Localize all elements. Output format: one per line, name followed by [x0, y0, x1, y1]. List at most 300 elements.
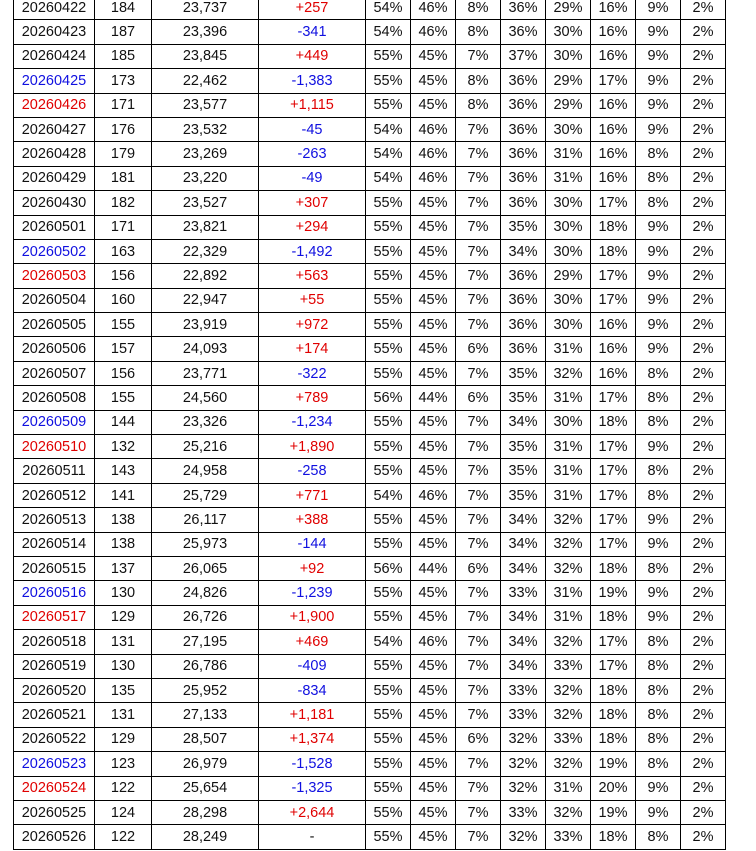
percent-cell-2: 44%	[411, 386, 456, 410]
change-cell: -1,234	[259, 410, 366, 434]
percent-cell-3: 7%	[456, 776, 501, 800]
percent-cell-5: 30%	[546, 288, 591, 312]
percent-cell-3: 6%	[456, 727, 501, 751]
percent-cell-8: 2%	[681, 191, 726, 215]
table-row	[14, 117, 726, 141]
percent-cell-5: 30%	[546, 313, 591, 337]
change-cell: -322	[259, 361, 366, 385]
date-cell: 20260502	[14, 239, 95, 263]
rank-cell: 185	[95, 44, 152, 68]
date-cell: 20260524	[14, 776, 95, 800]
table-row	[14, 239, 726, 263]
table-row	[14, 337, 726, 361]
rank-cell: 122	[95, 825, 152, 849]
date-cell: 20260513	[14, 508, 95, 532]
total-cell: 26,786	[152, 654, 259, 678]
percent-cell-3: 7%	[456, 313, 501, 337]
percent-cell-7: 8%	[636, 483, 681, 507]
rank-cell: 173	[95, 69, 152, 93]
percent-cell-3: 7%	[456, 215, 501, 239]
change-cell: -1,528	[259, 752, 366, 776]
percent-cell-8: 2%	[681, 410, 726, 434]
total-cell: 25,729	[152, 483, 259, 507]
percent-cell-6: 18%	[591, 825, 636, 849]
percent-cell-4: 34%	[501, 410, 546, 434]
percent-cell-5: 29%	[546, 69, 591, 93]
table-row	[14, 556, 726, 580]
date-cell: 20260424	[14, 44, 95, 68]
date-cell: 20260526	[14, 825, 95, 849]
rank-cell: 171	[95, 215, 152, 239]
percent-cell-5: 31%	[546, 435, 591, 459]
percent-cell-3: 7%	[456, 264, 501, 288]
change-cell: +257	[259, 0, 366, 20]
rank-cell: 123	[95, 752, 152, 776]
percent-cell-8: 2%	[681, 264, 726, 288]
percent-cell-3: 7%	[456, 166, 501, 190]
rank-cell: 135	[95, 678, 152, 702]
change-cell: +1,115	[259, 93, 366, 117]
table-row	[14, 20, 726, 44]
percent-cell-3: 7%	[456, 605, 501, 629]
table-row	[14, 313, 726, 337]
percent-cell-4: 36%	[501, 93, 546, 117]
percent-cell-4: 36%	[501, 166, 546, 190]
percent-cell-8: 2%	[681, 483, 726, 507]
total-cell: 28,298	[152, 800, 259, 824]
percent-cell-4: 36%	[501, 313, 546, 337]
table-row	[14, 361, 726, 385]
rank-cell: 138	[95, 508, 152, 532]
total-cell: 25,654	[152, 776, 259, 800]
rank-cell: 156	[95, 361, 152, 385]
total-cell: 25,952	[152, 678, 259, 702]
percent-cell-3: 7%	[456, 800, 501, 824]
percent-cell-5: 31%	[546, 386, 591, 410]
percent-cell-7: 9%	[636, 532, 681, 556]
date-cell: 20260503	[14, 264, 95, 288]
percent-cell-2: 45%	[411, 313, 456, 337]
percent-cell-1: 54%	[366, 142, 411, 166]
percent-cell-1: 54%	[366, 630, 411, 654]
percent-cell-4: 34%	[501, 605, 546, 629]
date-cell: 20260428	[14, 142, 95, 166]
percent-cell-7: 9%	[636, 264, 681, 288]
percent-cell-5: 32%	[546, 800, 591, 824]
date-cell: 20260515	[14, 556, 95, 580]
percent-cell-6: 18%	[591, 556, 636, 580]
percent-cell-7: 9%	[636, 288, 681, 312]
percent-cell-3: 7%	[456, 410, 501, 434]
percent-cell-1: 55%	[366, 532, 411, 556]
table-row	[14, 703, 726, 727]
table-row	[14, 776, 726, 800]
percent-cell-2: 45%	[411, 435, 456, 459]
percent-cell-6: 16%	[591, 20, 636, 44]
percent-cell-3: 7%	[456, 825, 501, 849]
percent-cell-1: 55%	[366, 508, 411, 532]
date-cell: 20260510	[14, 435, 95, 459]
percent-cell-7: 8%	[636, 825, 681, 849]
percent-cell-7: 9%	[636, 776, 681, 800]
change-cell: -1,239	[259, 581, 366, 605]
percent-cell-1: 55%	[366, 581, 411, 605]
percent-cell-1: 54%	[366, 483, 411, 507]
change-cell: -341	[259, 20, 366, 44]
percent-cell-2: 46%	[411, 20, 456, 44]
percent-cell-3: 7%	[456, 654, 501, 678]
total-cell: 23,269	[152, 142, 259, 166]
date-cell: 20260506	[14, 337, 95, 361]
date-cell: 20260512	[14, 483, 95, 507]
percent-cell-1: 54%	[366, 20, 411, 44]
percent-cell-5: 29%	[546, 264, 591, 288]
percent-cell-7: 9%	[636, 337, 681, 361]
date-cell: 20260520	[14, 678, 95, 702]
date-cell: 20260519	[14, 654, 95, 678]
change-cell: -49	[259, 166, 366, 190]
percent-cell-2: 45%	[411, 605, 456, 629]
percent-cell-5: 33%	[546, 654, 591, 678]
total-cell: 27,195	[152, 630, 259, 654]
percent-cell-6: 16%	[591, 313, 636, 337]
percent-cell-2: 45%	[411, 800, 456, 824]
percent-cell-5: 31%	[546, 166, 591, 190]
rank-cell: 179	[95, 142, 152, 166]
rank-cell: 163	[95, 239, 152, 263]
table-row	[14, 483, 726, 507]
change-cell: +563	[259, 264, 366, 288]
percent-cell-7: 8%	[636, 654, 681, 678]
table-row	[14, 93, 726, 117]
table-row	[14, 800, 726, 824]
percent-cell-8: 2%	[681, 654, 726, 678]
rank-cell: 160	[95, 288, 152, 312]
percent-cell-3: 7%	[456, 703, 501, 727]
percent-cell-2: 46%	[411, 142, 456, 166]
date-cell: 20260501	[14, 215, 95, 239]
percent-cell-1: 56%	[366, 556, 411, 580]
rank-cell: 131	[95, 703, 152, 727]
percent-cell-3: 8%	[456, 69, 501, 93]
percent-cell-7: 8%	[636, 166, 681, 190]
percent-cell-8: 2%	[681, 678, 726, 702]
percent-cell-4: 32%	[501, 752, 546, 776]
change-cell: -1,383	[259, 69, 366, 93]
total-cell: 23,737	[152, 0, 259, 20]
date-cell: 20260507	[14, 361, 95, 385]
total-cell: 26,117	[152, 508, 259, 532]
change-cell: +55	[259, 288, 366, 312]
total-cell: 27,133	[152, 703, 259, 727]
table-row	[14, 605, 726, 629]
total-cell: 23,845	[152, 44, 259, 68]
percent-cell-3: 7%	[456, 361, 501, 385]
change-cell: +294	[259, 215, 366, 239]
percent-cell-8: 2%	[681, 361, 726, 385]
percent-cell-4: 34%	[501, 508, 546, 532]
table-row	[14, 532, 726, 556]
percent-cell-7: 9%	[636, 117, 681, 141]
percent-cell-6: 19%	[591, 581, 636, 605]
change-cell: -	[259, 825, 366, 849]
percent-cell-8: 2%	[681, 215, 726, 239]
total-cell: 23,821	[152, 215, 259, 239]
percent-cell-3: 6%	[456, 337, 501, 361]
date-cell: 20260426	[14, 93, 95, 117]
percent-cell-5: 31%	[546, 142, 591, 166]
rank-cell: 130	[95, 654, 152, 678]
percent-cell-7: 9%	[636, 435, 681, 459]
percent-cell-1: 56%	[366, 386, 411, 410]
percent-cell-1: 55%	[366, 727, 411, 751]
change-cell: -1,492	[259, 239, 366, 263]
percent-cell-1: 55%	[366, 678, 411, 702]
total-cell: 28,507	[152, 727, 259, 751]
percent-cell-5: 31%	[546, 605, 591, 629]
date-cell: 20260516	[14, 581, 95, 605]
percent-cell-5: 32%	[546, 532, 591, 556]
percent-cell-4: 35%	[501, 215, 546, 239]
percent-cell-7: 8%	[636, 410, 681, 434]
percent-cell-7: 8%	[636, 727, 681, 751]
total-cell: 28,249	[152, 825, 259, 849]
percent-cell-5: 30%	[546, 191, 591, 215]
percent-cell-8: 2%	[681, 727, 726, 751]
total-cell: 22,892	[152, 264, 259, 288]
percent-cell-7: 8%	[636, 142, 681, 166]
rank-cell: 124	[95, 800, 152, 824]
percent-cell-7: 9%	[636, 508, 681, 532]
percent-cell-7: 9%	[636, 581, 681, 605]
rank-cell: 137	[95, 556, 152, 580]
percent-cell-4: 36%	[501, 117, 546, 141]
percent-cell-2: 45%	[411, 532, 456, 556]
percent-cell-3: 7%	[456, 117, 501, 141]
total-cell: 25,216	[152, 435, 259, 459]
percent-cell-6: 17%	[591, 532, 636, 556]
date-cell: 20260523	[14, 752, 95, 776]
percent-cell-7: 8%	[636, 386, 681, 410]
percent-cell-6: 18%	[591, 605, 636, 629]
date-cell: 20260518	[14, 630, 95, 654]
rank-cell: 181	[95, 166, 152, 190]
percent-cell-1: 55%	[366, 239, 411, 263]
percent-cell-4: 33%	[501, 800, 546, 824]
date-cell: 20260504	[14, 288, 95, 312]
change-cell: +2,644	[259, 800, 366, 824]
date-cell: 20260509	[14, 410, 95, 434]
percent-cell-8: 2%	[681, 20, 726, 44]
total-cell: 26,065	[152, 556, 259, 580]
table-row	[14, 825, 726, 849]
percent-cell-1: 55%	[366, 410, 411, 434]
percent-cell-4: 33%	[501, 581, 546, 605]
percent-cell-3: 7%	[456, 678, 501, 702]
percent-cell-4: 32%	[501, 825, 546, 849]
percent-cell-6: 16%	[591, 166, 636, 190]
date-cell: 20260423	[14, 20, 95, 44]
percent-cell-6: 17%	[591, 386, 636, 410]
rank-cell: 143	[95, 459, 152, 483]
percent-cell-3: 7%	[456, 581, 501, 605]
percent-cell-1: 54%	[366, 117, 411, 141]
percent-cell-5: 30%	[546, 44, 591, 68]
table-row	[14, 215, 726, 239]
percent-cell-2: 46%	[411, 166, 456, 190]
percent-cell-7: 8%	[636, 678, 681, 702]
percent-cell-2: 45%	[411, 410, 456, 434]
rank-cell: 132	[95, 435, 152, 459]
percent-cell-5: 32%	[546, 556, 591, 580]
change-cell: +92	[259, 556, 366, 580]
rank-cell: 171	[95, 93, 152, 117]
percent-cell-8: 2%	[681, 117, 726, 141]
table-row	[14, 581, 726, 605]
percent-cell-6: 16%	[591, 0, 636, 20]
percent-cell-3: 7%	[456, 239, 501, 263]
percent-cell-8: 2%	[681, 752, 726, 776]
total-cell: 26,979	[152, 752, 259, 776]
table-row	[14, 410, 726, 434]
percent-cell-5: 30%	[546, 410, 591, 434]
percent-cell-5: 33%	[546, 825, 591, 849]
total-cell: 23,220	[152, 166, 259, 190]
percent-cell-4: 37%	[501, 44, 546, 68]
percent-cell-7: 9%	[636, 313, 681, 337]
percent-cell-2: 45%	[411, 337, 456, 361]
rank-cell: 157	[95, 337, 152, 361]
total-cell: 25,973	[152, 532, 259, 556]
percent-cell-5: 32%	[546, 752, 591, 776]
percent-cell-2: 45%	[411, 215, 456, 239]
percent-cell-5: 33%	[546, 727, 591, 751]
percent-cell-8: 2%	[681, 825, 726, 849]
percent-cell-6: 18%	[591, 215, 636, 239]
percent-cell-6: 16%	[591, 361, 636, 385]
percent-cell-2: 45%	[411, 459, 456, 483]
rank-cell: 122	[95, 776, 152, 800]
rank-cell: 131	[95, 630, 152, 654]
date-cell: 20260521	[14, 703, 95, 727]
change-cell: -263	[259, 142, 366, 166]
total-cell: 23,919	[152, 313, 259, 337]
table-row	[14, 386, 726, 410]
percent-cell-2: 46%	[411, 0, 456, 20]
percent-cell-8: 2%	[681, 800, 726, 824]
total-cell: 24,093	[152, 337, 259, 361]
percent-cell-3: 8%	[456, 93, 501, 117]
percent-cell-2: 45%	[411, 581, 456, 605]
percent-cell-2: 45%	[411, 703, 456, 727]
percent-cell-1: 55%	[366, 459, 411, 483]
change-cell: +771	[259, 483, 366, 507]
percent-cell-3: 7%	[456, 288, 501, 312]
percent-cell-6: 16%	[591, 117, 636, 141]
percent-cell-2: 45%	[411, 825, 456, 849]
date-cell: 20260425	[14, 69, 95, 93]
percent-cell-1: 55%	[366, 264, 411, 288]
percent-cell-1: 55%	[366, 800, 411, 824]
total-cell: 22,947	[152, 288, 259, 312]
percent-cell-7: 8%	[636, 191, 681, 215]
change-cell: -409	[259, 654, 366, 678]
rank-cell: 155	[95, 386, 152, 410]
date-cell: 20260505	[14, 313, 95, 337]
percent-cell-1: 55%	[366, 313, 411, 337]
percent-cell-8: 2%	[681, 69, 726, 93]
percent-cell-7: 9%	[636, 44, 681, 68]
percent-cell-5: 29%	[546, 93, 591, 117]
percent-cell-2: 45%	[411, 69, 456, 93]
percent-cell-1: 55%	[366, 288, 411, 312]
percent-cell-3: 7%	[456, 483, 501, 507]
percent-cell-2: 45%	[411, 93, 456, 117]
percent-cell-5: 30%	[546, 20, 591, 44]
change-cell: -258	[259, 459, 366, 483]
percent-cell-4: 36%	[501, 69, 546, 93]
percent-cell-7: 9%	[636, 800, 681, 824]
percent-cell-6: 16%	[591, 142, 636, 166]
change-cell: +1,900	[259, 605, 366, 629]
percent-cell-8: 2%	[681, 581, 726, 605]
date-cell: 20260522	[14, 727, 95, 751]
table-row	[14, 288, 726, 312]
change-cell: +972	[259, 313, 366, 337]
percent-cell-2: 45%	[411, 727, 456, 751]
table-row	[14, 0, 726, 20]
percent-cell-4: 36%	[501, 20, 546, 44]
change-cell: -45	[259, 117, 366, 141]
percent-cell-6: 17%	[591, 69, 636, 93]
percent-cell-6: 16%	[591, 337, 636, 361]
percent-cell-3: 7%	[456, 752, 501, 776]
table-row	[14, 727, 726, 751]
percent-cell-3: 7%	[456, 44, 501, 68]
total-cell: 23,577	[152, 93, 259, 117]
percent-cell-1: 55%	[366, 752, 411, 776]
percent-cell-7: 8%	[636, 630, 681, 654]
percent-cell-1: 55%	[366, 361, 411, 385]
percent-cell-6: 17%	[591, 654, 636, 678]
rank-cell: 144	[95, 410, 152, 434]
percent-cell-1: 54%	[366, 166, 411, 190]
percent-cell-6: 19%	[591, 752, 636, 776]
percent-cell-1: 55%	[366, 654, 411, 678]
percent-cell-6: 17%	[591, 264, 636, 288]
percent-cell-6: 18%	[591, 727, 636, 751]
percent-cell-6: 17%	[591, 191, 636, 215]
change-cell: +1,374	[259, 727, 366, 751]
percent-cell-4: 32%	[501, 776, 546, 800]
percent-cell-3: 7%	[456, 191, 501, 215]
change-cell: +1,181	[259, 703, 366, 727]
total-cell: 24,826	[152, 581, 259, 605]
percent-cell-2: 45%	[411, 288, 456, 312]
percent-cell-5: 31%	[546, 581, 591, 605]
percent-cell-1: 55%	[366, 191, 411, 215]
percent-cell-3: 7%	[456, 630, 501, 654]
percent-cell-8: 2%	[681, 93, 726, 117]
total-cell: 22,329	[152, 239, 259, 263]
percent-cell-8: 2%	[681, 605, 726, 629]
percent-cell-1: 55%	[366, 215, 411, 239]
table-row	[14, 654, 726, 678]
percent-cell-3: 7%	[456, 142, 501, 166]
total-cell: 22,462	[152, 69, 259, 93]
date-cell: 20260511	[14, 459, 95, 483]
percent-cell-2: 45%	[411, 508, 456, 532]
